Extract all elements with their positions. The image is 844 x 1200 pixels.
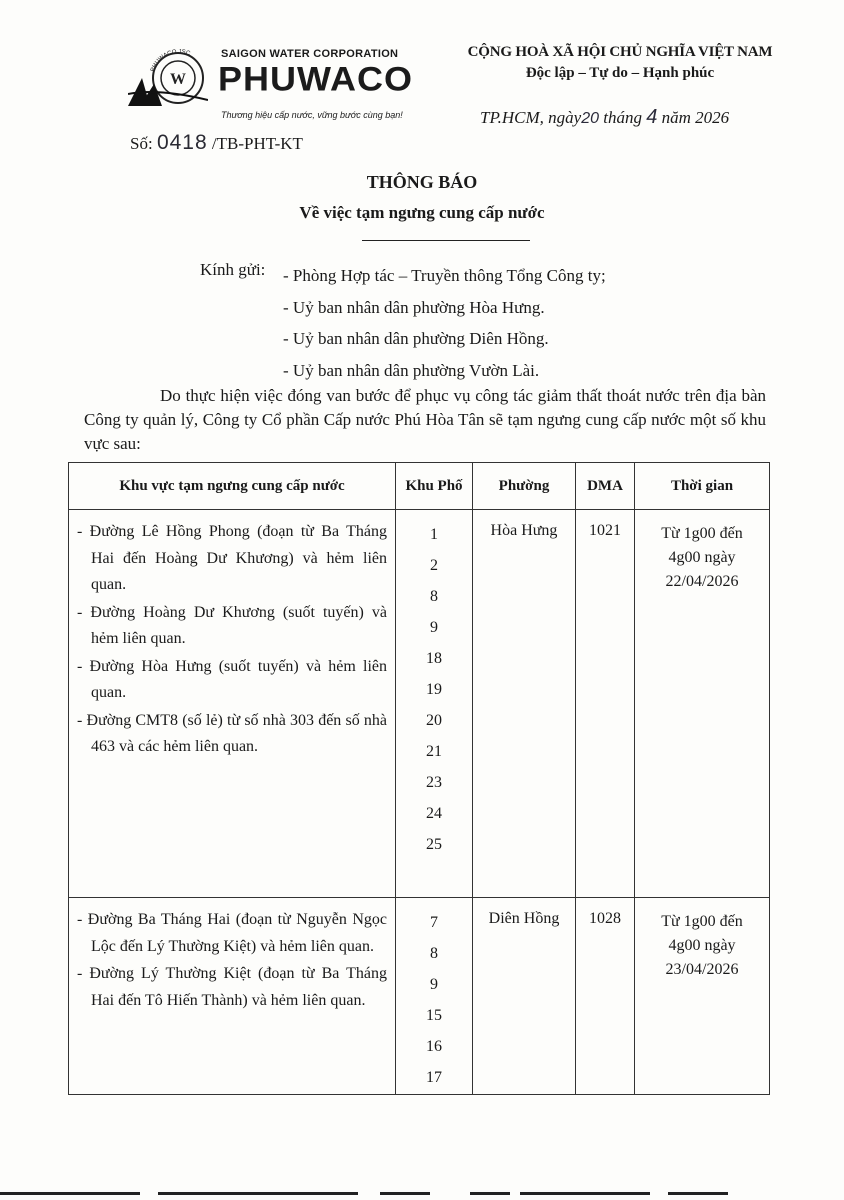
- dateline: [480, 106, 729, 129]
- company-logo-block: [128, 44, 413, 124]
- brand-name: PHUWACO: [218, 59, 413, 98]
- khu-pho-item: 8: [430, 588, 438, 605]
- area-item: - Đường Lê Hồng Phong (đoạn từ Ba Tháng Hai đến Hoàng Dư Khương) và hẻm liên quan.: [77, 523, 387, 593]
- header-phuong: Phường: [473, 463, 576, 510]
- title-divider: [362, 240, 530, 241]
- dateline-day: 20: [581, 110, 600, 127]
- time-cell: [635, 898, 770, 1095]
- phuong-cell: Hòa Hưng: [473, 510, 576, 898]
- khu-pho-item: 23: [426, 774, 442, 791]
- khu-pho-item: 21: [426, 743, 442, 760]
- area-item: - Đường Lý Thường Kiệt (đoạn từ Ba Tháng Hai đến Tô Hiến Thành) và hẻm liên quan.: [77, 965, 387, 1009]
- dma-cell: 1021: [576, 510, 635, 898]
- khu-pho-item: 9: [430, 619, 438, 636]
- recipient-item: - Uỷ ban nhân dân phường Vườn Lài.: [283, 360, 540, 380]
- time-line: 4g00 ngày: [668, 549, 736, 566]
- recipients-label: Kính gửi:: [200, 260, 266, 279]
- area-cell: [69, 510, 396, 898]
- table-row: [69, 898, 770, 1095]
- document-subtitle: Về việc tạm ngưng cung cấp nước: [299, 203, 545, 222]
- doc-number-value: 0418: [156, 131, 208, 154]
- svg-text:PHUWACO JSC: PHUWACO JSC: [150, 49, 191, 72]
- phuong-cell: Diên Hồng: [473, 898, 576, 1095]
- khu-pho-item: 19: [426, 681, 442, 698]
- khu-pho-item: 2: [430, 557, 438, 574]
- time-cell: [635, 510, 770, 898]
- recipient-item: - Uỷ ban nhân dân phường Diên Hồng.: [283, 329, 549, 348]
- dateline-month-label: tháng: [603, 108, 643, 127]
- time-line: 4g00 ngày: [668, 937, 736, 954]
- khu-pho-item: 20: [426, 712, 442, 729]
- khu-pho-item: 18: [426, 650, 442, 667]
- area-item: - Đường Hòa Hưng (suốt tuyến) và hẻm liên quan.: [77, 657, 387, 701]
- khu-pho-item: 25: [426, 836, 442, 853]
- khu-pho-item: 7: [430, 914, 438, 931]
- khu-pho-item: 17: [426, 1069, 442, 1086]
- dateline-place: TP.HCM, ngày: [480, 108, 582, 127]
- scan-edge-artifact: [0, 1192, 844, 1195]
- khu-pho-item: 1: [430, 526, 438, 543]
- khu-pho-cell: [396, 898, 473, 1095]
- dma-cell: 1028: [576, 898, 635, 1095]
- dateline-month: 4: [646, 106, 658, 128]
- doc-number-suffix: /TB-PHT-KT: [211, 134, 303, 153]
- header-khu-pho: Khu Phố: [396, 463, 473, 510]
- time-line: 23/04/2026: [665, 961, 739, 978]
- body-paragraph: [84, 384, 766, 456]
- time-line: 22/04/2026: [665, 573, 739, 590]
- area-cell: [69, 898, 396, 1095]
- doc-number-prefix: Số:: [130, 134, 153, 153]
- khu-pho-cell: [396, 510, 473, 898]
- khu-pho-item: 9: [430, 976, 438, 993]
- header-dma: DMA: [576, 463, 635, 510]
- time-line: Từ 1g00 đến: [661, 525, 743, 542]
- recipient-item: - Uỷ ban nhân dân phường Hòa Hưng.: [283, 297, 545, 317]
- document-title: THÔNG BÁO: [366, 172, 478, 192]
- logo-ring-text: [150, 44, 208, 72]
- document-number: [130, 131, 303, 155]
- khu-pho-item: 8: [430, 945, 438, 962]
- national-header: [430, 44, 810, 82]
- recipients-list: [283, 260, 606, 386]
- national-motto: Độc lập – Tự do – Hạnh phúc: [525, 65, 715, 81]
- table-row: [69, 510, 770, 898]
- header-time: Thời gian: [635, 463, 770, 510]
- recipient-item: - Phòng Hợp tác – Truyền thông Tổng Công ty;: [283, 266, 606, 285]
- svg-text:W: W: [170, 71, 186, 88]
- khu-pho-item: 24: [426, 805, 442, 822]
- outage-schedule-table: [68, 462, 770, 1095]
- time-line: Từ 1g00 đến: [661, 913, 743, 930]
- brand-slogan: Thương hiệu cấp nước, vững bước cùng bạn!: [221, 110, 403, 120]
- area-item: - Đường Hoàng Dư Khương (suốt tuyến) và hẻm liên quan.: [77, 603, 387, 647]
- body-text: Do thực hiện việc đóng van bước để phục vụ công tác giảm thất thoát nước trên địa bàn Công ty quản lý, Công ty Cổ phần Cấp nước Phú Hòa Tân sẽ tạm ngưng cung cấp nước một số khu vực sau:: [84, 386, 766, 453]
- khu-pho-item: 15: [426, 1007, 442, 1024]
- table-header-row: [69, 463, 770, 510]
- national-title: CỘNG HOÀ XÃ HỘI CHỦ NGHĨA VIỆT NAM: [467, 44, 773, 60]
- area-item: - Đường CMT8 (số lẻ) từ số nhà 303 đến số nhà 463 và các hẻm liên quan.: [77, 711, 387, 755]
- area-item: - Đường Ba Tháng Hai (đoạn từ Nguyễn Ngọc Lộc đến Lý Thường Kiệt) và hẻm liên quan.: [77, 911, 387, 955]
- corporation-name: SAIGON WATER CORPORATION: [221, 48, 399, 60]
- header-area: Khu vực tạm ngưng cung cấp nước: [69, 463, 396, 510]
- khu-pho-item: 16: [426, 1038, 442, 1055]
- dateline-year: năm 2026: [661, 108, 730, 127]
